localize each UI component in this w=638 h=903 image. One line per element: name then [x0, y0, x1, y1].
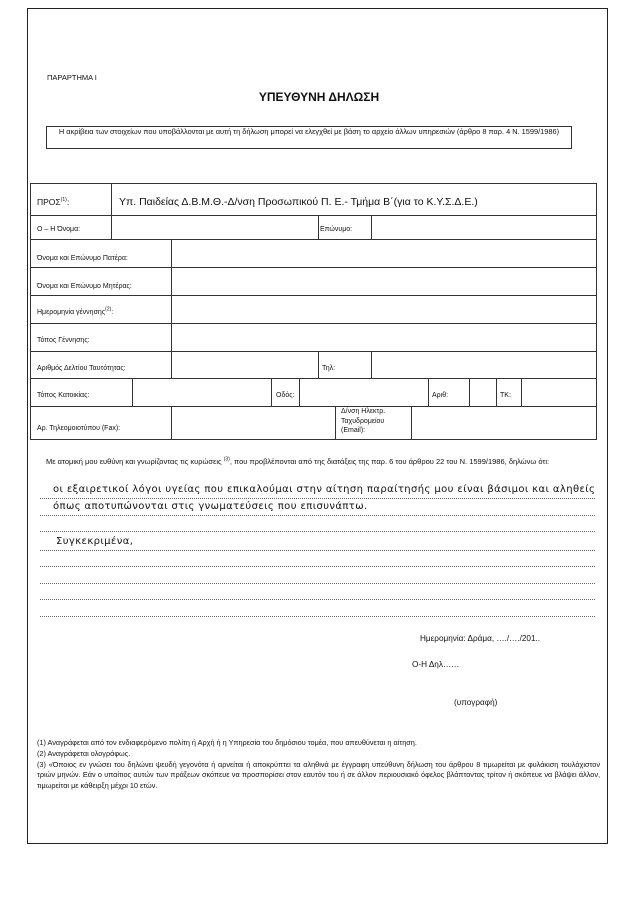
fax-field[interactable] [176, 414, 316, 430]
phone-label: Τηλ: [322, 365, 336, 372]
birthdate-label: Ημερομηνία γέννησης$^{(2)}$: [37, 306, 114, 316]
dotted-line [40, 599, 595, 600]
residence-label: Τόπος Κατοικίας: [37, 392, 90, 399]
document-title: ΥΠΕΥΘΥΝΗ ΔΗΛΩΣΗ [258, 90, 380, 104]
birthplace-label: Τόπος Γέννησης: [37, 337, 90, 344]
declarant-form-table [30, 183, 597, 440]
declarant-label[interactable]: Ο-Η Δηλ…… [412, 660, 460, 669]
dotted-line [40, 531, 595, 532]
footnote-1: (1) Αναγράφεται από τον ενδιαφερόμενο πολίτη ή Αρχή ή η Υπηρεσία του δημόσιου τομέα, που απευθύνεται η αίτηση. [37, 738, 417, 747]
father-name-label: Όνομα και Επώνυμο Πατέρα: [37, 255, 128, 262]
dotted-line [40, 550, 595, 551]
birthdate-field[interactable] [176, 302, 586, 316]
dotted-line [40, 498, 595, 499]
declaration-line-3[interactable]: Συγκεκριμένα, [56, 536, 134, 547]
mother-name-field[interactable] [176, 276, 586, 290]
postcode-label: ΤΚ: [500, 392, 511, 399]
surname-field-label: Επώνυμο: [320, 226, 353, 233]
to-field-label: ΠΡΟΣ$^{(1)}$: [37, 197, 70, 207]
declaration-line-2[interactable]: όπως αποτυπώνονται στις γνωματεύσεις που επισυνάπτω. [53, 501, 368, 512]
mother-name-label: Όνομα και Επώνυμο Μητέρας: [37, 283, 132, 290]
number-field[interactable] [472, 384, 492, 398]
declaration-intro: Με ατομική μου ευθύνη και γνωρίζοντας τις κυρώσεις $^{(3)}$, που προβλέπονται από της διατάξεις της παρ. 6 του άρθρου 22 του Ν. 1599/1986, δηλώνω ότι: [46, 456, 550, 466]
footnotes [37, 738, 600, 792]
name-field-label: Ο – Η Όνομα: [37, 226, 81, 233]
residence-field[interactable] [136, 384, 266, 398]
dotted-line [40, 566, 595, 567]
fax-label: Αρ. Τηλεομοιοτύπου (Fax): [37, 425, 121, 432]
footnote-2: (2) Αναγράφεται ολογράφως. [37, 748, 131, 758]
to-field-value: Υπ. Παιδείας Δ.Β.Μ.Θ.-Δ/νση Προσωπικού Π. Ε.- Τμήμα Β΄(για το Κ.Υ.Σ.Δ.Ε.) [119, 196, 478, 208]
email-field[interactable] [416, 414, 586, 430]
date-line[interactable]: Ημερομηνία: Δράμα, …./…./201.. [420, 634, 541, 643]
footnote-3: (3) «Όποιος εν γνώσει του δηλώνει ψευδή γεγονότα ή αρνείται ή αποκρύπτει τα αληθινά με έγγραφη υπεύθυνη δήλωση του άρθρου 8 τιμωρείται με φυλάκιση τουλάχιστον τριών μηνών. Εάν ο υπαίτιος αυτών των πράξεων σκόπευε να προσπορίσει στον εαυτόν του ή σε άλλον περιουσιακό όφελος βλάπτοντας τρίτον ή σκόπευε να βλάψει άλλον, τιμωρείται με κάθειρξη μέχρι 10 ετών. [37, 759, 600, 791]
accuracy-note: Η ακρίβεια των στοιχείων που υποβάλλονται με αυτή τη δήλωση μπορεί να ελεγχθεί με βάση το αρχείο άλλων υπηρεσιών (άρθρο 8 παρ. 4 Ν. 1599/1986) [46, 126, 572, 149]
declaration-line-1[interactable]: οι εξαιρετικοί λόγοι υγείας που επικαλούμαι στην αίτηση παραίτησής μου είναι βάσιμοι και αληθείς [53, 484, 596, 495]
id-card-label: Αριθμός Δελτίου Ταυτότητας: [37, 365, 126, 372]
dotted-line [40, 616, 595, 617]
dotted-line [40, 583, 595, 584]
street-label: Οδός: [276, 392, 295, 399]
dotted-line [40, 515, 595, 516]
signature-label: (υπογραφή) [454, 698, 498, 707]
number-label: Αριθ: [432, 392, 449, 399]
surname-field[interactable] [376, 224, 586, 236]
email-label: Δ/νση Ηλεκτρ. Ταχυδρομείου (Email): [341, 408, 386, 434]
id-card-field[interactable] [176, 358, 316, 372]
birthplace-field[interactable] [176, 330, 586, 344]
annex-label: ΠΑΡΑΡΤΗΜΑ Ι [47, 73, 97, 82]
father-name-field[interactable] [176, 248, 586, 262]
postcode-field[interactable] [525, 384, 590, 398]
phone-field[interactable] [376, 358, 586, 372]
name-field[interactable] [231, 226, 311, 238]
street-field[interactable] [303, 384, 423, 398]
